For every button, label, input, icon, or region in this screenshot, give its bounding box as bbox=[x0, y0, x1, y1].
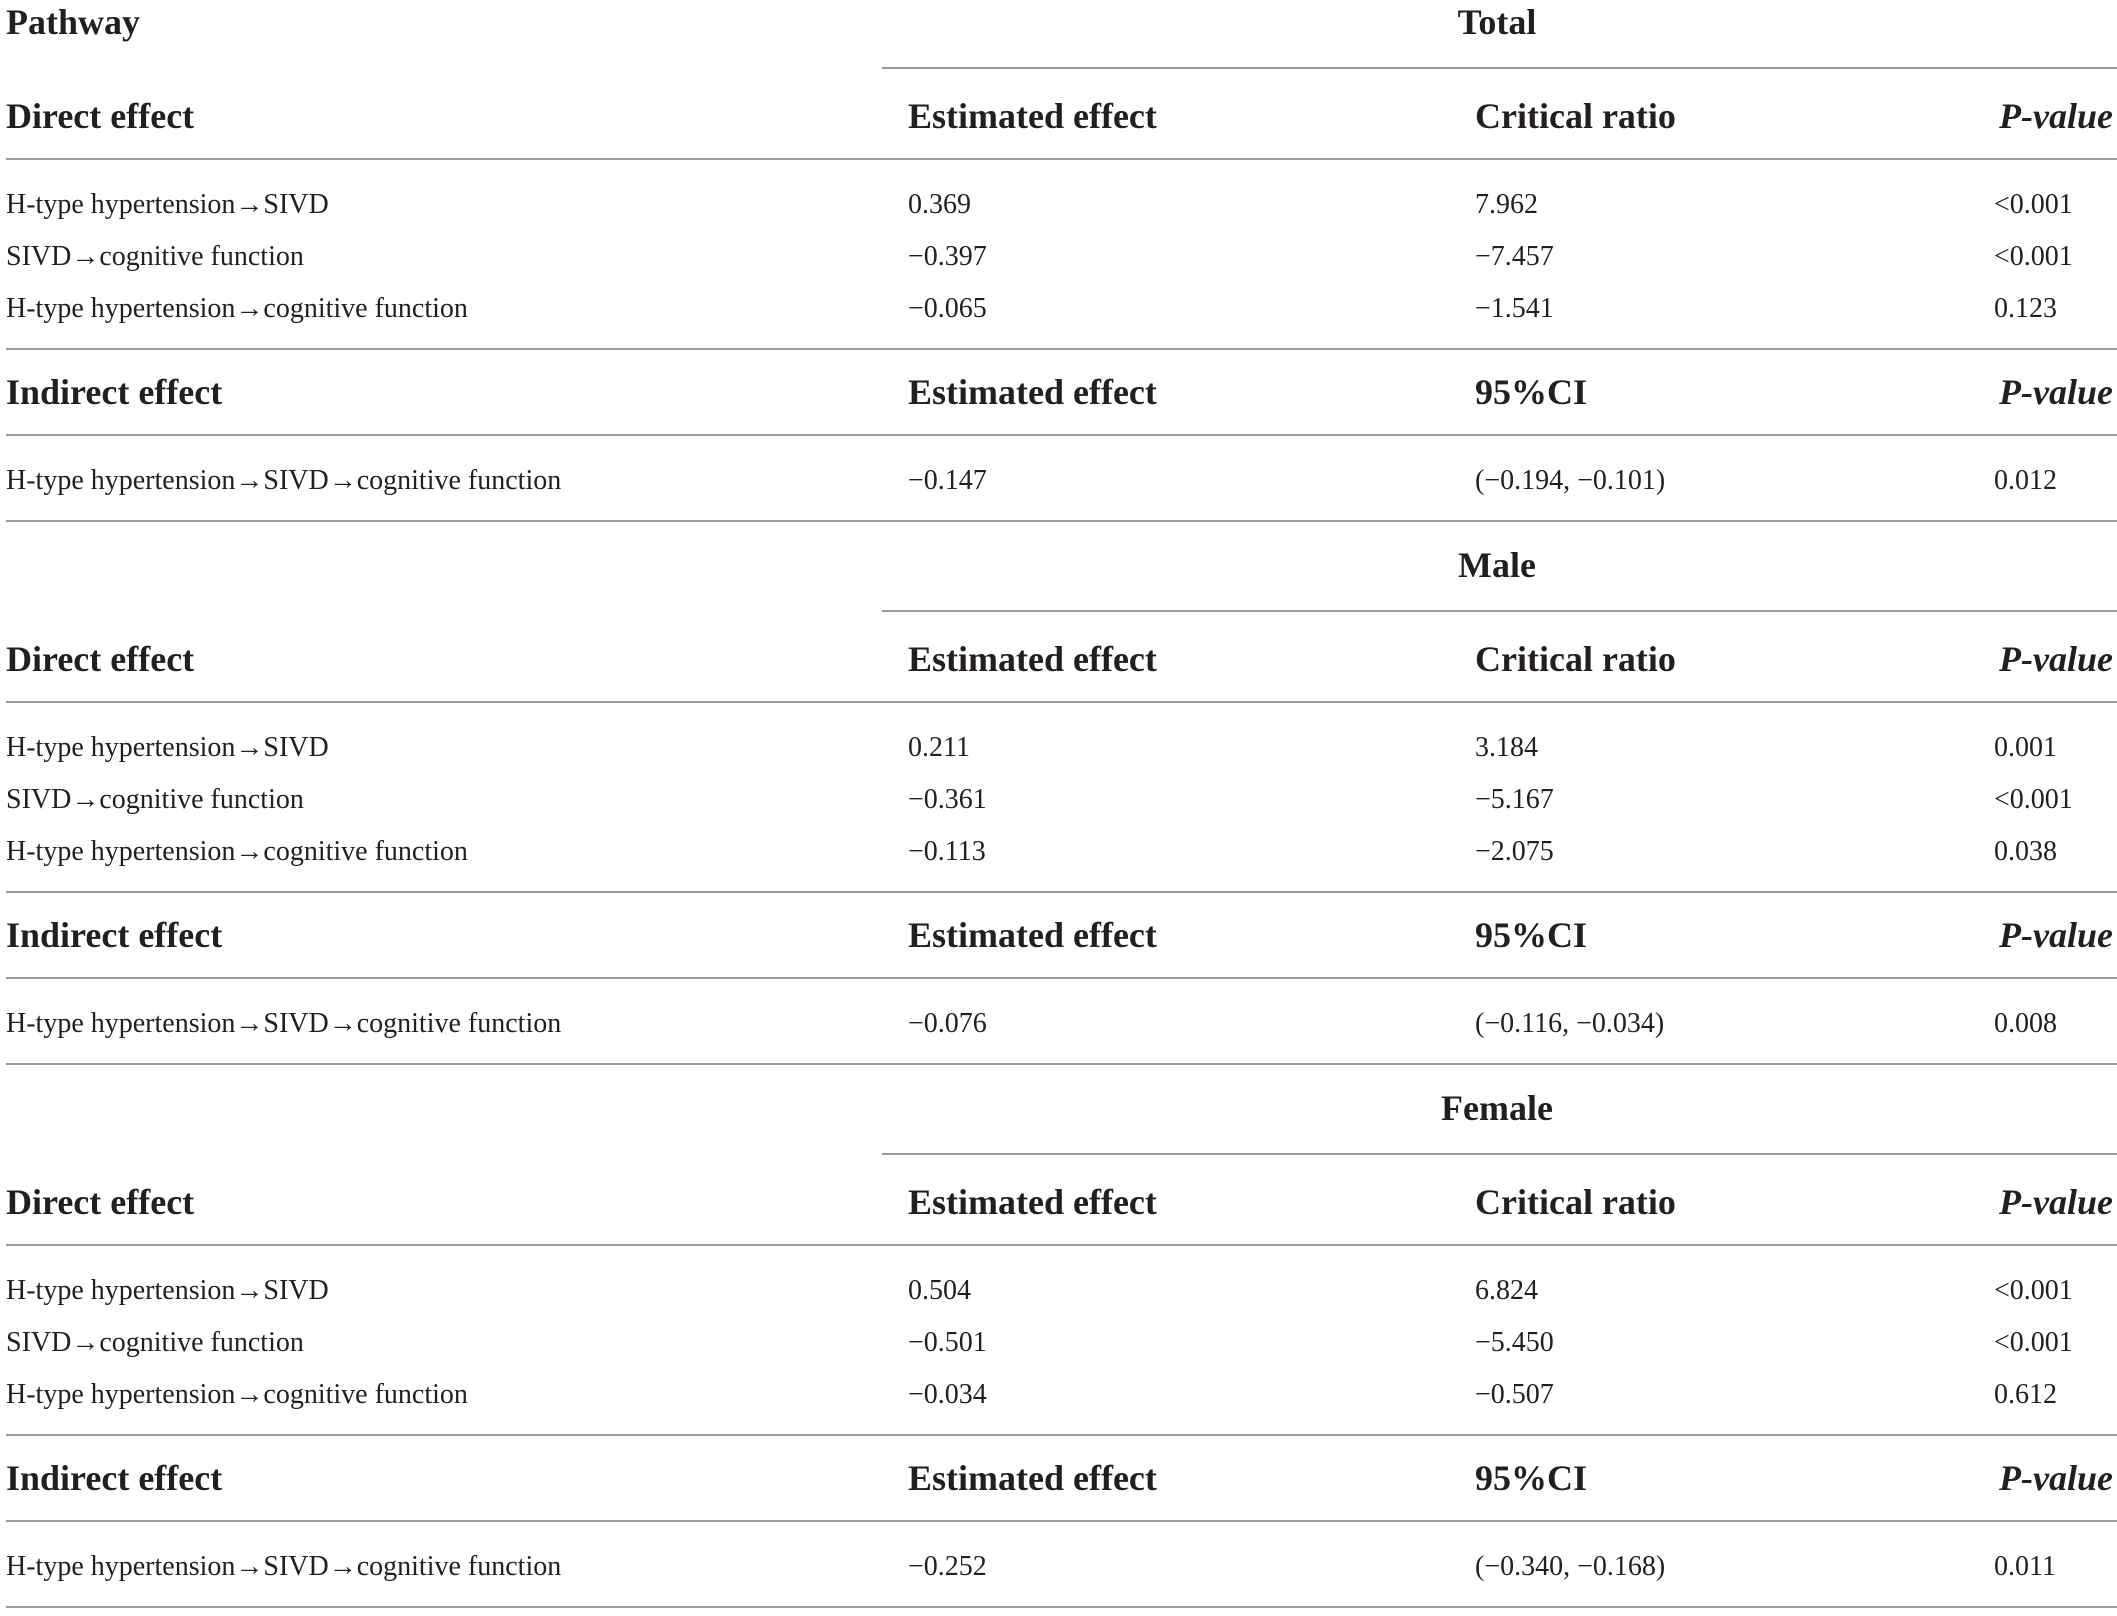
table-bottom-rule bbox=[6, 1606, 2117, 1608]
estimated-effect-cell: −0.501 bbox=[908, 1327, 987, 1358]
critical-ratio-cell: −1.541 bbox=[1475, 293, 1554, 324]
section-rule bbox=[6, 348, 2117, 350]
p-value-cell: 0.038 bbox=[1994, 836, 2057, 867]
p-value-cell: 0.012 bbox=[1994, 465, 2057, 496]
ci-cell: (−0.116, −0.034) bbox=[1475, 1008, 1665, 1039]
p-value-header: P-value bbox=[1999, 915, 2113, 955]
pathway-cell: H-type hypertension→SIVD→cognitive function bbox=[6, 1551, 562, 1582]
pathway-cell: H-type hypertension→SIVD bbox=[6, 732, 329, 763]
estimated-effect-cell: −0.361 bbox=[908, 784, 987, 815]
section-rule bbox=[6, 891, 2117, 893]
estimated-effect-cell: −0.076 bbox=[908, 1008, 987, 1039]
critical-ratio-cell: −5.167 bbox=[1475, 784, 1554, 815]
section-rule bbox=[6, 1434, 2117, 1436]
critical-ratio-cell: 3.184 bbox=[1475, 732, 1538, 763]
critical-ratio-cell: −5.450 bbox=[1475, 1327, 1554, 1358]
p-value-cell: <0.001 bbox=[1994, 189, 2073, 220]
estimated-effect-cell: 0.369 bbox=[908, 189, 971, 220]
pathway-cell: H-type hypertension→SIVD bbox=[6, 1275, 329, 1306]
p-value-cell: 0.008 bbox=[1994, 1008, 2057, 1039]
p-value-cell: <0.001 bbox=[1994, 1275, 2073, 1306]
pathway-column-header: Pathway bbox=[6, 2, 140, 42]
ci-header: 95%CI bbox=[1475, 1458, 1588, 1498]
p-value-cell: 0.011 bbox=[1994, 1551, 2056, 1582]
estimated-effect-cell: −0.147 bbox=[908, 465, 987, 496]
pathway-cell: H-type hypertension→cognitive function bbox=[6, 1379, 468, 1410]
estimated-effect-header: Estimated effect bbox=[908, 639, 1157, 679]
direct-effect-label: Direct effect bbox=[6, 639, 195, 679]
p-value-cell: <0.001 bbox=[1994, 1327, 2073, 1358]
critical-ratio-cell: −0.507 bbox=[1475, 1379, 1554, 1410]
estimated-effect-cell: −0.034 bbox=[908, 1379, 987, 1410]
group-title-rule bbox=[882, 610, 2117, 612]
indirect-effect-label: Indirect effect bbox=[6, 915, 223, 955]
p-value-header: P-value bbox=[1999, 1182, 2113, 1222]
critical-ratio-cell: −7.457 bbox=[1475, 241, 1554, 272]
estimated-effect-cell: 0.504 bbox=[908, 1275, 971, 1306]
indirect-effect-label: Indirect effect bbox=[6, 1458, 223, 1498]
pathway-cell: H-type hypertension→cognitive function bbox=[6, 836, 468, 867]
estimated-effect-header: Estimated effect bbox=[908, 96, 1157, 136]
indirect-effect-label: Indirect effect bbox=[6, 372, 223, 412]
group-title: Total bbox=[1457, 2, 1537, 42]
direct-effect-label: Direct effect bbox=[6, 1182, 195, 1222]
p-value-cell: <0.001 bbox=[1994, 784, 2073, 815]
p-value-cell: 0.123 bbox=[1994, 293, 2057, 324]
p-value-cell: 0.001 bbox=[1994, 732, 2057, 763]
ci-cell: (−0.340, −0.168) bbox=[1475, 1551, 1666, 1582]
critical-ratio-header: Critical ratio bbox=[1475, 1182, 1676, 1222]
header-rule bbox=[6, 434, 2117, 436]
p-value-header: P-value bbox=[1999, 1458, 2113, 1498]
group-title: Female bbox=[1441, 1088, 1553, 1128]
critical-ratio-cell: 7.962 bbox=[1475, 189, 1538, 220]
critical-ratio-cell: −2.075 bbox=[1475, 836, 1554, 867]
pathway-cell: SIVD→cognitive function bbox=[6, 241, 304, 272]
pathway-cell: H-type hypertension→SIVD→cognitive function bbox=[6, 1008, 562, 1039]
critical-ratio-header: Critical ratio bbox=[1475, 639, 1676, 679]
direct-effect-label: Direct effect bbox=[6, 96, 195, 136]
pathway-cell: SIVD→cognitive function bbox=[6, 1327, 304, 1358]
group-end-rule bbox=[6, 1063, 2117, 1065]
estimated-effect-header: Estimated effect bbox=[908, 915, 1157, 955]
ci-header: 95%CI bbox=[1475, 372, 1588, 412]
p-value-header: P-value bbox=[1999, 639, 2113, 679]
ci-cell: (−0.194, −0.101) bbox=[1475, 465, 1666, 496]
estimated-effect-cell: 0.211 bbox=[908, 732, 970, 763]
estimated-effect-header: Estimated effect bbox=[908, 1458, 1157, 1498]
estimated-effect-cell: −0.065 bbox=[908, 293, 987, 324]
estimated-effect-cell: −0.397 bbox=[908, 241, 987, 272]
critical-ratio-cell: 6.824 bbox=[1475, 1275, 1538, 1306]
group-title-rule bbox=[882, 1153, 2117, 1155]
p-value-cell: <0.001 bbox=[1994, 241, 2073, 272]
group-title-rule bbox=[882, 67, 2117, 69]
ci-header: 95%CI bbox=[1475, 915, 1588, 955]
p-value-header: P-value bbox=[1999, 372, 2113, 412]
header-rule bbox=[6, 1520, 2117, 1522]
pathway-cell: H-type hypertension→SIVD→cognitive function bbox=[6, 465, 562, 496]
pathway-cell: H-type hypertension→cognitive function bbox=[6, 293, 468, 324]
header-rule bbox=[6, 1244, 2117, 1246]
estimated-effect-cell: −0.252 bbox=[908, 1551, 987, 1582]
group-end-rule bbox=[6, 520, 2117, 522]
p-value-header: P-value bbox=[1999, 96, 2113, 136]
pathway-cell: SIVD→cognitive function bbox=[6, 784, 304, 815]
estimated-effect-cell: −0.113 bbox=[908, 836, 986, 867]
p-value-cell: 0.612 bbox=[1994, 1379, 2057, 1410]
estimated-effect-header: Estimated effect bbox=[908, 1182, 1157, 1222]
estimated-effect-header: Estimated effect bbox=[908, 372, 1157, 412]
pathway-cell: H-type hypertension→SIVD bbox=[6, 189, 329, 220]
critical-ratio-header: Critical ratio bbox=[1475, 96, 1676, 136]
header-rule bbox=[6, 701, 2117, 703]
group-title: Male bbox=[1458, 545, 1536, 585]
header-rule bbox=[6, 977, 2117, 979]
header-rule bbox=[6, 158, 2117, 160]
